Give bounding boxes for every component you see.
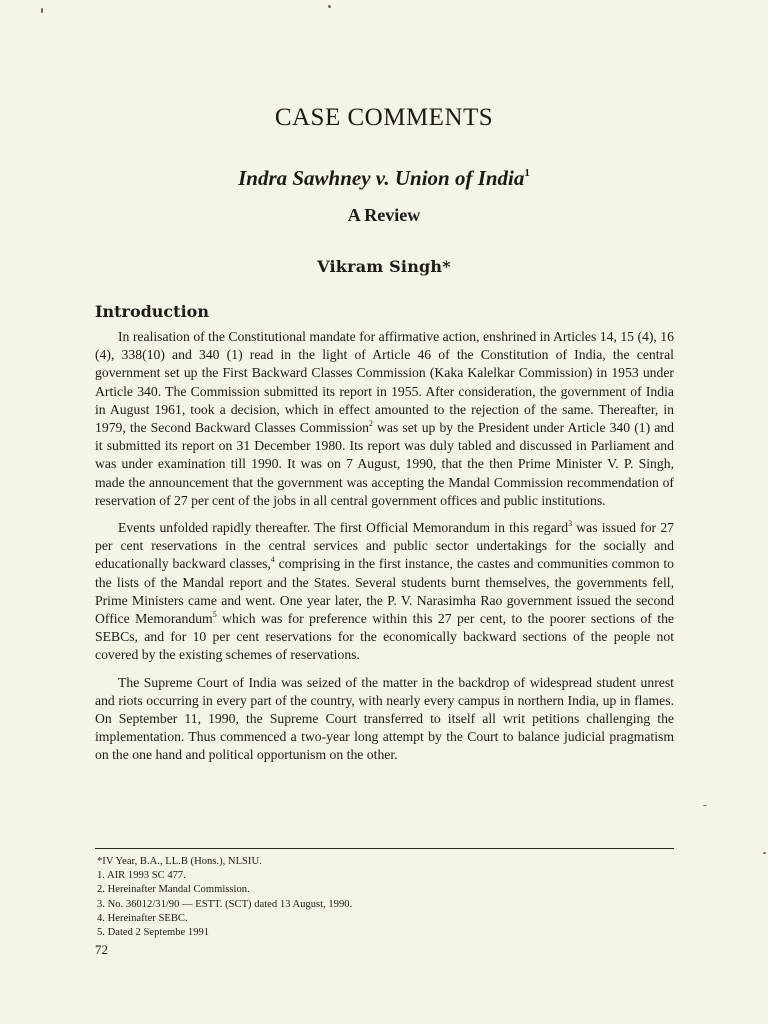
- footnote: 5. Dated 2 Septembe 1991: [97, 927, 210, 939]
- scan-speck: [41, 8, 43, 13]
- footnote: 3. No. 36012/31/90 — ESTT. (SCT) dated 13 August, 1990.: [97, 898, 353, 910]
- paragraph: [95, 674, 674, 765]
- case-name-text: Indra Sawhney v. Union of India: [238, 166, 525, 190]
- footnote-list: [97, 855, 657, 940]
- paragraph-text: Events unfolded rapidly thereafter. The first Official Memorandum in this regard: [118, 520, 569, 536]
- footnote-ref[interactable]: 4: [270, 555, 275, 565]
- page-number: 72: [95, 942, 108, 957]
- paragraph: [95, 519, 674, 665]
- footnote-ref[interactable]: 3: [568, 519, 573, 529]
- footnote: *IV Year, B.A., LL.B (Hons.), NLSIU.: [97, 856, 262, 867]
- section-heading: Introduction: [95, 302, 209, 321]
- footnote-ref[interactable]: 2: [368, 419, 373, 429]
- page-title: CASE COMMENTS: [274, 104, 494, 131]
- paragraph-text: In realisation of the Constitutional mandate for affirmative action, enshrined in Articles 14, 15 (4), 16 (4), 338(10) and 340 (1) read in the light of Article 46 of the Constitution of India, the central government set up the First Backward Classes Commission (Kaka Kalelkar Commission) in 1953 under Article 340. The Commission submitted its report in 1955. After consideration, the government of India in August 1961, took a decision, which in effect amounted to the rejection of the same. Thereafter, in 1979, the Second Backward Classes Commission: [95, 329, 674, 436]
- footnote-divider: [95, 848, 674, 849]
- paragraph: [95, 328, 674, 510]
- paragraph-text: was issued for 27 per cent reservations in the central services and public sector undertakings for the socially and educationally backward classes,: [95, 520, 675, 572]
- article-body: [95, 328, 674, 774]
- paragraph-text: was set up by the President under Article 340 (1) and it submitted its report on 31 December 1980. Its report was duly tabled and discussed in Parliament and was under examination till 1990. It was on 7 August, 1990, that the then Prime Minister V. P. Singh, made the announcement that the government was accepting the Mandal Commission recommendation of reservation of 27 per cent of the jobs in all central government offices and public institutions.: [95, 420, 674, 508]
- footnote: 2. Hereinafter Mandal Commission.: [97, 884, 250, 896]
- author-name: Vikram Singh*: [317, 257, 451, 276]
- footnote-ref[interactable]: 1: [524, 167, 530, 179]
- subtitle: A Review: [347, 205, 421, 225]
- paragraph-text: comprising in the first instance, the castes and communities common to the lists of the Mandal report and the States. Several students burnt themselves, the governments fell, Prime Ministers came and went. One year later, the P. V. Narasimha Rao government issued the second Office Memorandum: [95, 556, 674, 627]
- scan-speck: [328, 5, 331, 8]
- footnote-ref[interactable]: 5: [212, 610, 217, 620]
- scan-speck: [763, 852, 766, 854]
- paragraph-text: which was for preference within this 27 per cent, to the poorer sections of the SEBCs, and for 10 per cent reservations for the economically backward sections of the people not covered by the existing schemes of reservations.: [95, 611, 674, 663]
- paragraph-text: The Supreme Court of India was seized of the matter in the backdrop of widespread student unrest and riots occurring in every part of the country, with nearly every campus in northern India, up in flames. On September 11, 1990, the Supreme Court transferred to itself all writ petitions challenging the implementation. Thus commenced a two-year long attempt by the Court to balance judicial pragmatism on the one hand and political opportunism on the other.: [95, 674, 674, 763]
- scan-speck: [703, 805, 707, 806]
- case-name-heading: [0, 166, 768, 191]
- footnote: 1. AIR 1993 SC 477.: [97, 870, 186, 882]
- footnote: 4. Hereinafter SEBC.: [97, 912, 188, 924]
